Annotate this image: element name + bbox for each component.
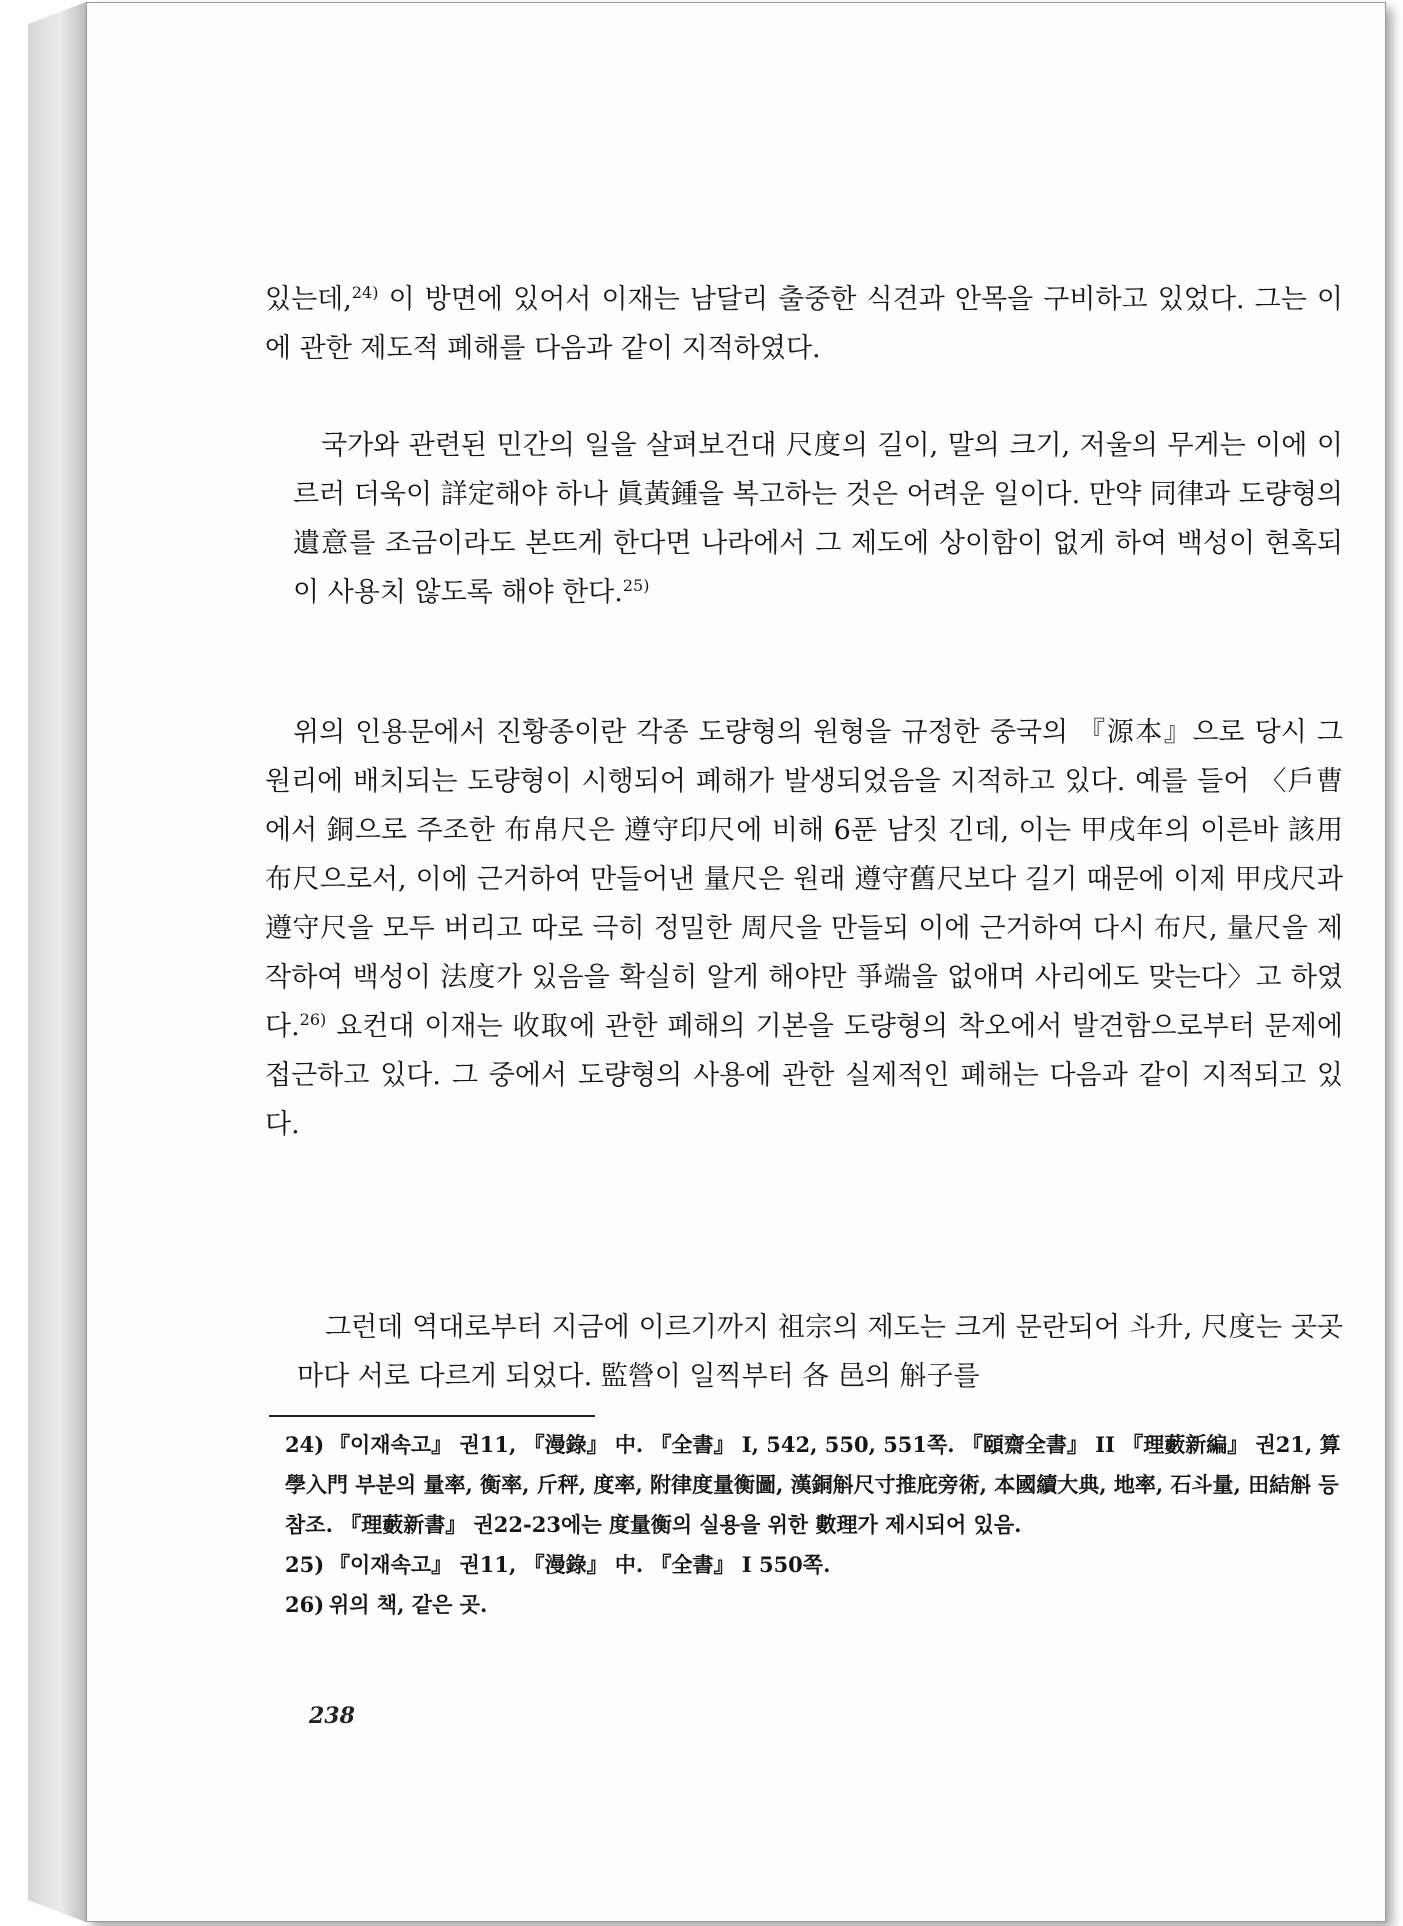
footnote-divider [269,1415,595,1417]
paragraph-2-text-b: 요컨대 이재는 收取에 관한 폐해의 기본을 도량형의 착오에서 발견함으로부터 문제에 접근하고 있다. 그 중에서 도량형의 사용에 관한 실제적인 폐해는 다음과 같이 지적되고 있다. [265,1011,1343,1140]
footnote-24 [285,1425,1343,1545]
footnote-ref-26[interactable]: 26) [299,1010,327,1029]
footnote-25 [285,1545,1343,1585]
footnote-text: 『이재속고』 권11, 『漫錄』 中. 『全書』 I 550쪽. [329,1552,831,1577]
paragraph-1-text-b: 이 방면에 있어서 이재는 남달리 출중한 식견과 안목을 구비하고 있었다. 그는 이에 관한 제도적 폐해를 다음과 같이 지적하였다. [265,284,1343,364]
body-paragraph-2 [265,708,1343,1149]
book-page [86,2,1386,1922]
book-spine [28,2,86,1922]
footnote-text: 위의 책, 같은 곳. [329,1592,488,1617]
block-quote-2 [297,1303,1343,1401]
footnote-number: 24) [285,1432,325,1457]
footnote-26 [285,1585,1343,1625]
block-quote-1 [293,421,1343,617]
paragraph-1-text-a: 있는데, [265,284,352,315]
footnote-ref-25[interactable]: 25) [622,576,650,595]
body-paragraph-1 [265,275,1343,373]
quote-1-text: 국가와 관련된 민간의 일을 살펴보건대 尺度의 길이, 말의 크기, 저울의 무게는 이에 이르러 더욱이 詳定해야 하나 眞黃鍾을 복고하는 것은 어려운 일이다. 만약 同律과 도량형의 遺意를 조금이라도 본뜨게 한다면 나라에서 그 제도에 상이함이 없게 하여 백성이 현혹되이 사용치 않도록 해야 한다. [293,430,1343,608]
footnote-text: 『이재속고』 권11, 『漫錄』 中. 『全書』 I, 542, 550, 551쪽. 『頤齋全書』 II 『理藪新編』 권21, 算學入門 부분의 量率, 衡率, 斤秤, 度率, 附律度量衡圖, 漢銅斛尺寸推庇旁術, 本國續大典, 地率, 石斗量, 田結斛 등 참조. 『理藪新書』 권22-23에는 度量衡의 실용을 위한 數理가 제시되어 있음. [285,1432,1341,1537]
footnote-number: 26) [285,1592,325,1617]
quote-2-text: 그런데 역대로부터 지금에 이르기까지 祖宗의 제도는 크게 문란되어 斗升, 尺度는 곳곳마다 서로 다르게 되었다. 監營이 일찍부터 各 邑의 斛子를 [297,1312,1343,1392]
paragraph-2-text-a: 위의 인용문에서 진황종이란 각종 도량형의 원형을 규정한 중국의 『源本』으로 당시 그 원리에 배치되는 도량형이 시행되어 폐해가 발생되었음을 지적하고 있다. 예를 들어 〈戶曹에서 銅으로 주조한 布帛尺은 遵守印尺에 비해 6푼 남짓 긴데, 이는 甲戌年의 이른바 該用布尺으로서, 이에 근거하여 만들어낸 量尺은 원래 遵守舊尺보다 길기 때문에 이제 甲戌尺과 遵守尺을 모두 버리고 따로 극히 정밀한 周尺을 만들되 이에 근거하여 다시 布尺, 量尺을 제작하여 백성이 法度가 있음을 확실히 알게 해야만 爭端을 없애며 사리에도 맞는다〉고 하였다. [265,717,1343,1042]
page-number: 238 [309,1703,355,1729]
footnote-ref-24[interactable]: 24) [351,283,379,302]
footnotes [285,1425,1343,1625]
footnote-number: 25) [285,1552,325,1577]
